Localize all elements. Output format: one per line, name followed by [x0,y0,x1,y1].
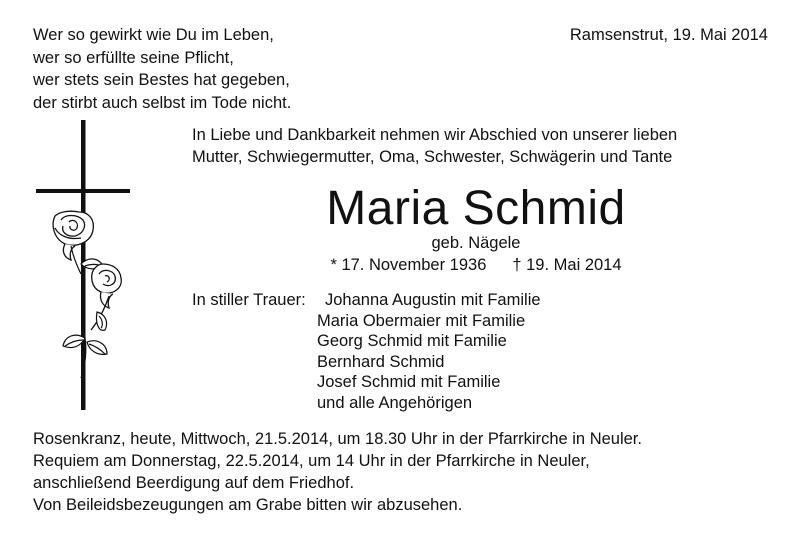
cross-with-roses-icon [25,116,145,414]
deceased-name: Maria Schmid [326,182,626,235]
mourners-label: In stiller Trauer: [192,291,306,309]
poem [33,24,291,114]
mourner-item: Maria Obermaier mit Familie [317,311,526,330]
service-info [33,428,642,516]
mourner-item: Bernhard Schmid [317,352,445,371]
death-date: † 19. Mai 2014 [512,256,622,274]
mourner-item: Josef Schmid mit Familie [317,373,501,392]
intro-text [192,124,677,168]
mourners-list [317,290,541,414]
intro-line: In Liebe und Dankbarkeit nehmen wir Abschied von unserer lieben [192,126,678,144]
place-date: Ramsenstrut, 19. Mai 2014 [569,26,768,44]
poem-line: wer so erfüllte seine Pflicht, [33,48,234,67]
life-dates [192,255,760,275]
poem-line: Wer so gewirkt wie Du im Leben, [33,26,274,44]
mourner-item: Johanna Augustin mit Familie [325,291,541,309]
service-line: Requiem am Donnerstag, 22.5.2014, um 14 Uhr in der Pfarrkirche in Neuler, [33,452,590,470]
service-line: Rosenkranz, heute, Mittwoch, 21.5.2014, um 18.30 Uhr in der Pfarrkirche in Neuler. [33,430,642,448]
service-line: Von Beileidsbezeugungen am Grabe bitten wir abzusehen. [33,496,463,514]
poem-line: wer stets sein Bestes hat gegeben, [33,71,290,89]
poem-line: der stirbt auch selbst im Tode nicht. [33,93,292,112]
mourner-item: und alle Angehörigen [317,393,473,412]
service-line: anschließend Beerdigung auf dem Friedhof. [33,474,355,492]
maiden-name: geb. Nägele [431,234,521,252]
mourner-item: Georg Schmid mit Familie [317,332,507,351]
intro-line: Mutter, Schwiegermutter, Oma, Schwester, Schwägerin und Tante [192,148,673,166]
birth-date: * 17. November 1936 [330,256,487,274]
